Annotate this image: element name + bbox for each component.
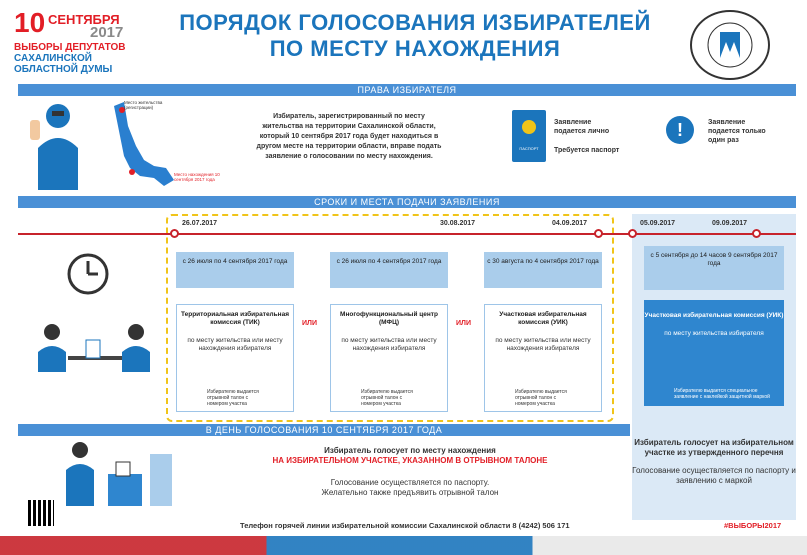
timeline-date: 26.07.2017: [182, 220, 218, 227]
exclamation-icon: !: [666, 116, 694, 144]
rights-bar: ПРАВА ИЗБИРАТЕЛЯ: [18, 84, 796, 96]
seal-emblem-icon: [692, 12, 768, 78]
timeline-dot: [594, 229, 603, 238]
timeline-line: [18, 233, 796, 235]
page-title: ПОРЯДОК ГОЛОСОВАНИЯ ИЗБИРАТЕЛЕЙ ПО МЕСТУ НАХОЖДЕНИЯ: [179, 10, 651, 61]
hashtag: #ВЫБОРЫ2017: [724, 521, 782, 530]
timeline-date: 04.09.2017: [552, 220, 588, 227]
uik-subtitle: по месту жительства или месту нахождения избирателя: [495, 337, 591, 352]
uik-late-title: Участковая избирательная комиссия (УИК): [644, 312, 784, 319]
timeline-dot: [170, 229, 179, 238]
commission-seal-logo: [690, 10, 770, 80]
mfc-subtitle: по месту жительства или месту нахождения избирателя: [341, 337, 437, 352]
election-line-2: САХАЛИНСКОЙ: [14, 53, 92, 64]
period-mfc: с 26 июля по 4 сентября 2017 года: [330, 252, 448, 288]
voting-day-line3: Голосование осуществляется по паспорту.: [330, 478, 490, 487]
clock-icon: [66, 252, 110, 296]
timeline-date: 09.09.2017: [712, 220, 748, 227]
voter-thumbs-up-icon: [28, 98, 98, 190]
tik-note: Избирателю выдается отрывной талон с номером участка: [207, 389, 259, 407]
map-label-bottom: Место нахождения 10 сентября 2017 года: [174, 172, 220, 182]
passport-icon: [512, 110, 546, 162]
voting-day-right: [632, 438, 796, 486]
voting-day-right1: Избиратель голосует на избирательном участке из утвержденного перечня: [634, 438, 794, 457]
or-label: ИЛИ: [302, 320, 317, 327]
uik-late-card: [644, 300, 784, 406]
timeline-date: 05.09.2017: [640, 220, 676, 227]
mfc-title: Многофункциональный центр (МФЦ): [340, 311, 438, 326]
rights-description: Избиратель, зарегистрированный по месту жительства на территории Сахалинской области, который 10 сентября 2017 года будет находиться в другом месте на территории области, вправе подать заявление о голосовании по месту нахождения.: [256, 113, 442, 160]
uik-late-note: Избирателю выдается специальное заявление с наклейкой защитной маркой: [674, 388, 770, 400]
timeline-dot: [628, 229, 637, 238]
date-month: СЕНТЯБРЯ: [48, 12, 120, 27]
uik-note: Избирателю выдается отрывной талон с номером участка: [515, 389, 567, 407]
voting-day-bar: В ДЕНЬ ГОЛОСОВАНИЯ 10 СЕНТЯБРЯ 2017 ГОДА: [18, 424, 630, 436]
mfc-card: [330, 304, 448, 412]
terms-bar: СРОКИ И МЕСТА ПОДАЧИ ЗАЯВЛЕНИЯ: [18, 196, 796, 208]
passport-label: ПАСПОРТ: [519, 146, 539, 151]
rights-pass-text: [554, 118, 624, 155]
ballot-box-voter-icon: [60, 440, 180, 512]
period-uik-late: с 5 сентября до 14 часов 9 сентября 2017 года: [644, 246, 784, 290]
pass-in-person: Заявление подается лично: [554, 119, 610, 135]
date-day: 10: [14, 7, 46, 38]
meeting-people-icon: [30, 322, 160, 384]
timeline-dot: [752, 229, 761, 238]
flag-stripe: [0, 536, 807, 555]
qr-code-icon: [28, 500, 54, 526]
map-label-top: Место жительства (регистрации): [124, 100, 163, 110]
period-tik: с 26 июля по 4 сентября 2017 года: [176, 252, 294, 288]
timeline-date: 30.08.2017: [440, 220, 476, 227]
pass-required: Требуется паспорт: [554, 147, 620, 154]
uik-card: [484, 304, 602, 412]
tik-subtitle: по месту жительства или месту нахождения избирателя: [187, 337, 283, 352]
mfc-note: Избирателю выдается отрывной талон с номером участка: [361, 389, 413, 407]
date-year: 2017: [90, 24, 124, 41]
tik-title: Территориальная избирательная комиссия (ТИК): [180, 311, 290, 326]
election-line-3: ОБЛАСТНОЙ ДУМЫ: [14, 64, 113, 75]
voting-day-line2: НА ИЗБИРАТЕЛЬНОМ УЧАСТКЕ, УКАЗАННОМ В ОТРЫВНОМ ТАЛОНЕ: [272, 456, 548, 465]
period-uik: с 30 августа по 4 сентября 2017 года: [484, 252, 602, 288]
uik-late-subtitle: по месту жительства избирателя: [664, 330, 764, 337]
election-date-block: [14, 7, 134, 75]
hotline-phone: Телефон горячей линии избирательной комиссии Сахалинской области 8 (4242) 506 171: [240, 521, 570, 530]
voting-day-line4: Желательно также предъявить отрывной талон: [321, 488, 499, 497]
tik-card: [176, 304, 294, 412]
voting-day-right2: Голосование осуществляется по паспорту и заявлению с маркой: [632, 466, 796, 485]
voting-day-text: [250, 446, 570, 498]
or-label: ИЛИ: [456, 320, 471, 327]
election-line-1: ВЫБОРЫ ДЕПУТАТОВ: [14, 42, 126, 53]
once-text: Заявление подается только один раз: [708, 119, 766, 144]
uik-title: Участковая избирательная комиссия (УИК): [499, 311, 587, 326]
voting-day-line1: Избиратель голосует по месту нахождения: [324, 446, 496, 455]
